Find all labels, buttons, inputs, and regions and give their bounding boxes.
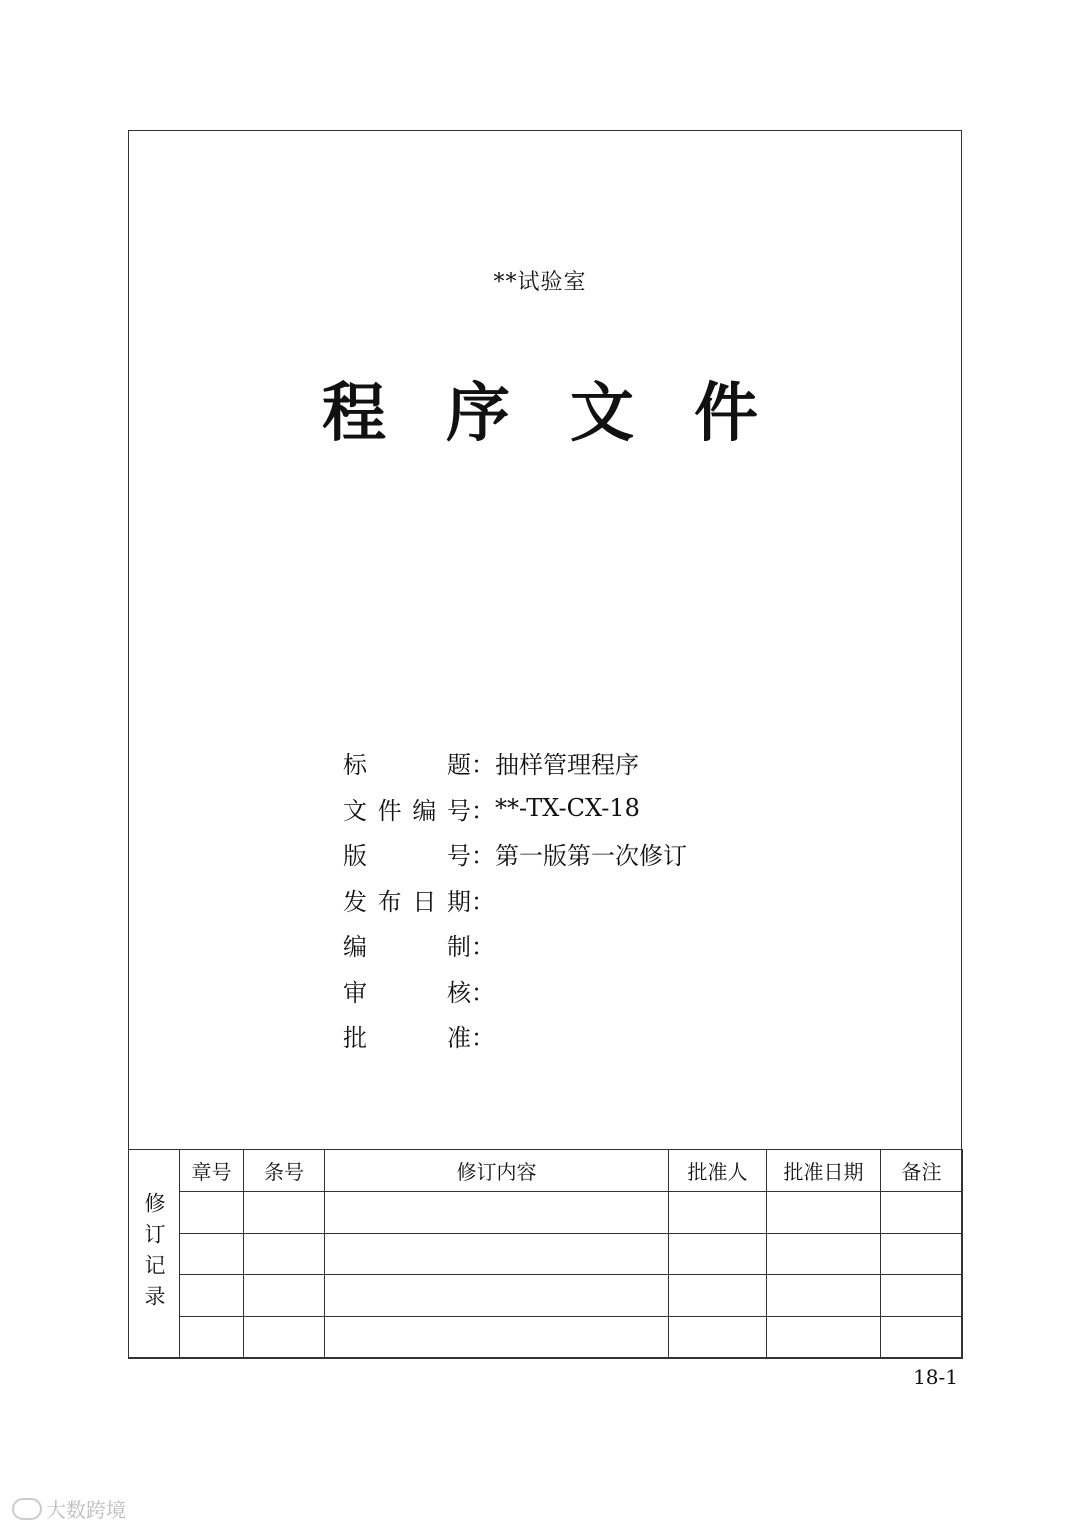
table-row bbox=[129, 1317, 963, 1359]
field-label-char: 编 bbox=[412, 796, 437, 825]
table-cell[interactable] bbox=[669, 1191, 767, 1233]
field-label-char: 标 bbox=[343, 751, 367, 780]
table-row bbox=[129, 1275, 963, 1317]
table-cell[interactable] bbox=[669, 1275, 767, 1317]
organization-name: **试验室 bbox=[493, 270, 587, 295]
field-label-char: 号 bbox=[446, 796, 471, 825]
table-cell[interactable] bbox=[669, 1233, 767, 1275]
table-header: 批准日期 bbox=[767, 1150, 881, 1192]
table-cell[interactable] bbox=[244, 1317, 325, 1359]
table-cell[interactable] bbox=[244, 1275, 325, 1317]
table-header: 条号 bbox=[244, 1150, 325, 1192]
field-label-char: 编 bbox=[343, 933, 367, 962]
table-cell[interactable] bbox=[881, 1191, 963, 1233]
field-doc-number bbox=[343, 786, 687, 832]
revision-side-label: 修订记录 bbox=[129, 1150, 180, 1359]
field-colon: ： bbox=[471, 796, 495, 825]
field-label bbox=[343, 927, 471, 962]
field-label-char: 版 bbox=[343, 842, 367, 871]
field-label bbox=[343, 1018, 471, 1053]
watermark bbox=[12, 1494, 126, 1523]
table-cell[interactable] bbox=[325, 1275, 669, 1317]
table-cell[interactable] bbox=[881, 1233, 963, 1275]
page-number: 18-1 bbox=[913, 1365, 958, 1389]
field-label-char: 号 bbox=[447, 842, 471, 871]
field-label-char: 审 bbox=[343, 978, 367, 1007]
field-label bbox=[343, 882, 471, 917]
field-value: **-TX-CX-18 bbox=[495, 794, 640, 823]
field-label-char: 题 bbox=[447, 751, 471, 780]
table-cell[interactable] bbox=[325, 1317, 669, 1359]
field-label-char: 制 bbox=[447, 933, 471, 962]
table-header: 修订内容 bbox=[325, 1150, 669, 1192]
field-value: 第一版第一次修订 bbox=[495, 842, 687, 871]
document-title: 程序文件 bbox=[322, 376, 818, 451]
field-value: 抽样管理程序 bbox=[495, 751, 639, 780]
field-colon: ： bbox=[471, 751, 495, 780]
table-cell[interactable] bbox=[325, 1191, 669, 1233]
table-cell[interactable] bbox=[881, 1317, 963, 1359]
table-row bbox=[129, 1233, 963, 1275]
field-title bbox=[343, 740, 687, 786]
field-colon: ： bbox=[471, 887, 495, 916]
table-cell[interactable] bbox=[244, 1191, 325, 1233]
table-header: 章号 bbox=[180, 1150, 244, 1192]
table-cell[interactable] bbox=[767, 1275, 881, 1317]
table-cell[interactable] bbox=[767, 1233, 881, 1275]
table-row bbox=[129, 1191, 963, 1233]
field-label-char: 文 bbox=[343, 796, 367, 825]
field-colon: ： bbox=[471, 1024, 495, 1053]
field-label bbox=[343, 973, 471, 1008]
field-label-char: 批 bbox=[343, 1024, 367, 1053]
field-label-char: 准 bbox=[447, 1024, 471, 1053]
field-label-char: 发 bbox=[343, 887, 367, 916]
table-header: 批准人 bbox=[669, 1150, 767, 1192]
document-fields bbox=[343, 740, 687, 1059]
table-cell[interactable] bbox=[881, 1275, 963, 1317]
field-colon: ： bbox=[471, 978, 495, 1007]
table-cell[interactable] bbox=[767, 1317, 881, 1359]
table-header: 备注 bbox=[881, 1150, 963, 1192]
field-label bbox=[343, 791, 471, 826]
field-colon: ： bbox=[471, 933, 495, 962]
field-reviewed-by bbox=[343, 968, 687, 1014]
field-approved-by bbox=[343, 1013, 687, 1059]
table-cell[interactable] bbox=[767, 1191, 881, 1233]
table-cell[interactable] bbox=[180, 1317, 244, 1359]
field-label bbox=[343, 745, 471, 780]
table-cell[interactable] bbox=[244, 1233, 325, 1275]
table-cell[interactable] bbox=[180, 1191, 244, 1233]
watermark-logo-icon bbox=[12, 1498, 42, 1520]
watermark-text: 大数跨境 bbox=[46, 1498, 126, 1522]
field-colon: ： bbox=[471, 842, 495, 871]
field-release-date bbox=[343, 877, 687, 923]
field-label bbox=[343, 836, 471, 871]
field-label-char: 核 bbox=[447, 978, 471, 1007]
field-version bbox=[343, 831, 687, 877]
table-cell[interactable] bbox=[325, 1233, 669, 1275]
field-prepared-by bbox=[343, 922, 687, 968]
field-label-char: 期 bbox=[446, 887, 471, 916]
revision-record-table bbox=[128, 1149, 963, 1359]
table-header-row bbox=[129, 1150, 963, 1192]
field-label-char: 件 bbox=[377, 796, 402, 825]
field-label-char: 日 bbox=[412, 887, 437, 916]
table-cell[interactable] bbox=[669, 1317, 767, 1359]
table-cell[interactable] bbox=[180, 1233, 244, 1275]
field-label-char: 布 bbox=[377, 887, 402, 916]
table-cell[interactable] bbox=[180, 1275, 244, 1317]
